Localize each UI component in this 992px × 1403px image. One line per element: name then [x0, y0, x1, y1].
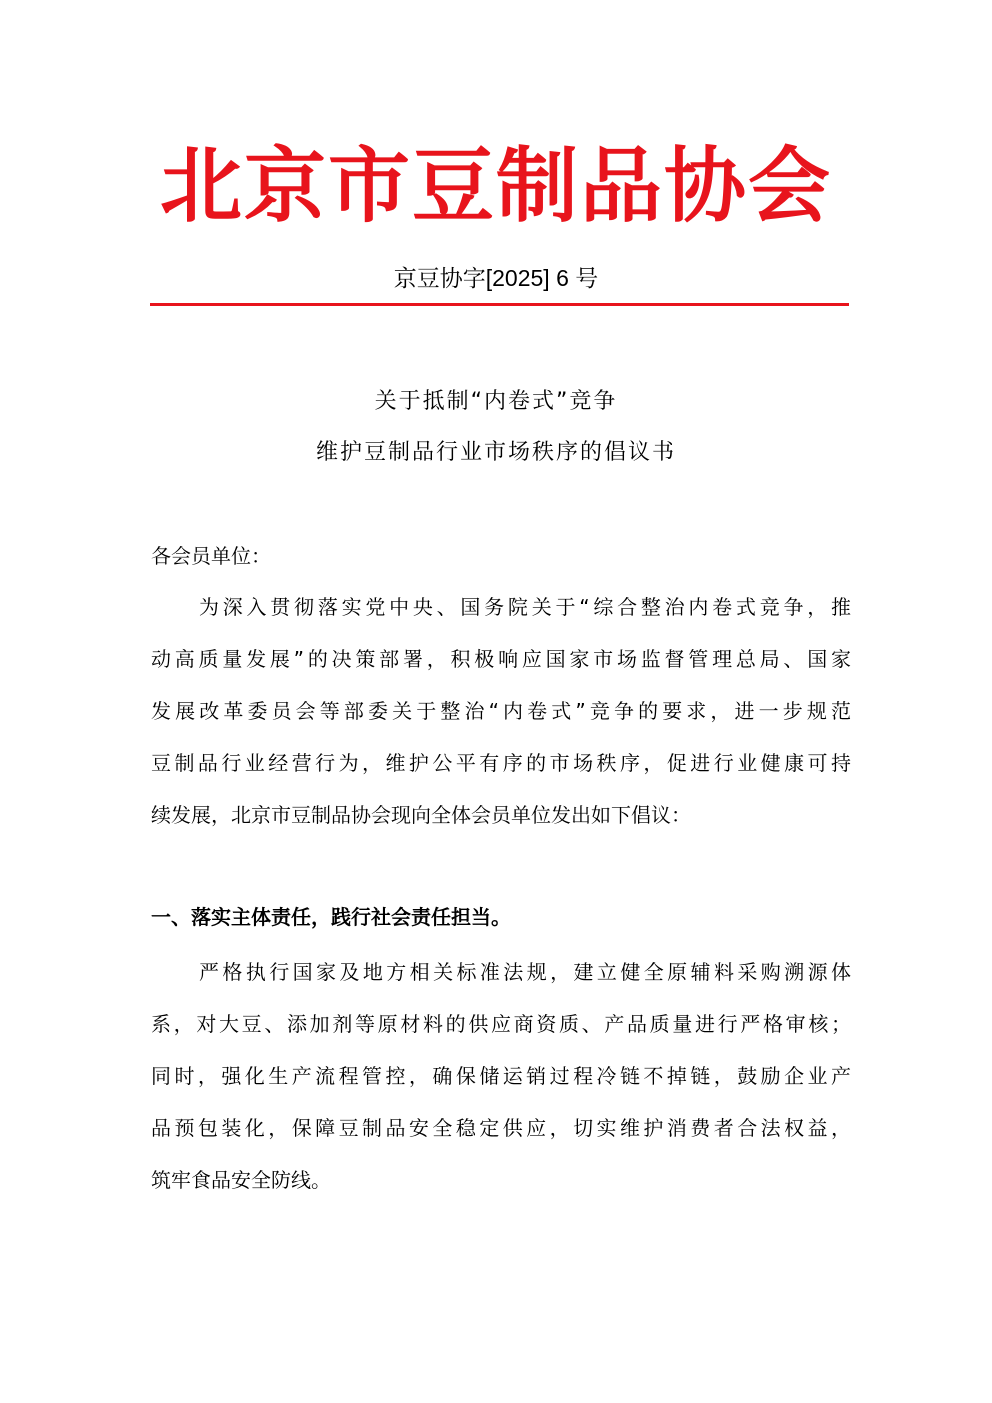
paragraph-line: 系，对大豆、添加剂等原材料的供应商资质、产品质量进行严格审核； — [151, 1012, 851, 1036]
paragraph-line: 豆制品行业经营行为，维护公平有序的市场秩序，促进行业健康可持 — [151, 751, 851, 775]
paragraph-line: 筑牢食品安全防线。 — [151, 1168, 331, 1192]
red-divider-line — [150, 303, 849, 306]
paragraph-line: 品预包装化，保障豆制品安全稳定供应，切实维护消费者合法权益， — [151, 1116, 851, 1140]
section-heading: 一、落实主体责任，践行社会责任担当。 — [151, 905, 511, 929]
paragraph-line: 动高质量发展”的决策部署，积极响应国家市场监督管理总局、国家 — [151, 647, 851, 671]
paragraph-line: 为深入贯彻落实党中央、国务院关于“综合整治内卷式竞争，推 — [199, 595, 851, 619]
paragraph-line: 同时，强化生产流程管控，确保储运销过程冷链不掉链，鼓励企业产 — [151, 1064, 851, 1088]
paragraph-line: 发展改革委员会等部委关于整治“内卷式”竞争的要求，进一步规范 — [151, 699, 851, 723]
subject-title-line-2: 维护豆制品行业市场秩序的倡议书 — [315, 440, 676, 465]
paragraph-line: 续发展，北京市豆制品协会现向全体会员单位发出如下倡议： — [151, 803, 691, 827]
subject-title-line-1: 关于抵制“内卷式”竞争 — [374, 389, 618, 414]
document-number: 京豆协字[2025] 6 号 — [393, 265, 599, 291]
paragraph-line: 严格执行国家及地方相关标准法规，建立健全原辅料采购溯源体 — [199, 960, 851, 984]
salutation: 各会员单位： — [151, 544, 271, 568]
organization-header: 北京市豆制品协会 — [159, 139, 832, 234]
